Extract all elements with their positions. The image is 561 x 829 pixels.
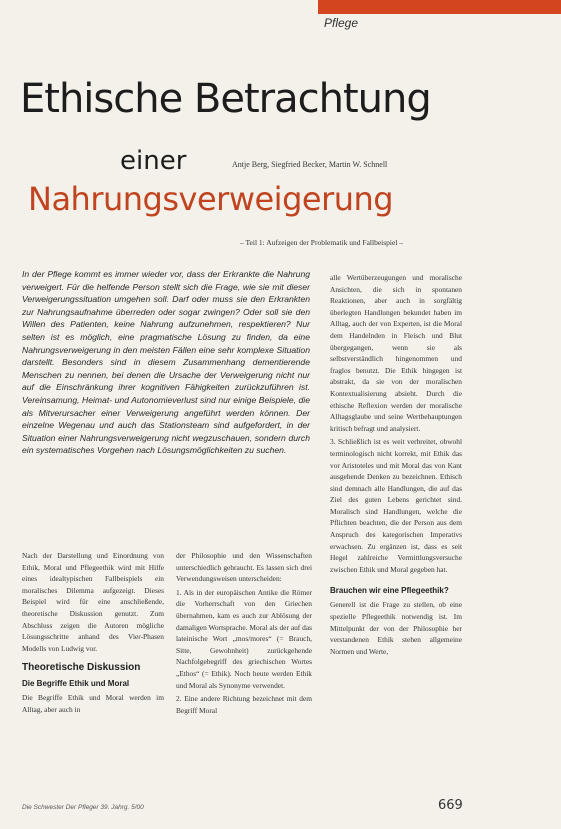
col3-paragraph-3: Generell ist die Frage zu stellen, ob eine spezielle Pflegeethik notwendig ist. Im Mittelpunkt der von der Philosophie her verstandenen Ethik stehen allgemeine Normen und Werte,	[330, 600, 462, 656]
col1-heading-ethics-moral: Die Begriffe Ethik und Moral	[22, 679, 130, 689]
col1-heading-theory: Theoretische Diskussion	[22, 662, 141, 674]
col3-paragraph-1: alle Wertüberzeugungen und moralische Ansichten, die sich in spontanen Reaktionen, aber auch in sorgfältig überlegten Handlungen bekundet haben im Alltag, auch der von Experten, ist die Moral dem Handelnden in Fleisch und Blut übergegangen, wenn sie als selbstverständlich hingenommen und fraglos benutzt. Die Ethik hingegen ist abstrakt, da sie von der moralischen Kontextualisierung absieht. Durch die ethische Reflexion werden der moralische Alltagsglaube und seine Wertbehauptungen kritisch befragt und analysiert.	[330, 273, 462, 433]
section-label: Pflege	[324, 16, 359, 30]
col1-paragraph-1: Nach der Darstellung und Einordnung von Ethik, Moral und Pflegeethik wird mit Hilfe eines idealtypischen Fallbeispiels ein moralisches Dilemma aufgezeigt. Dieses Beispiel wird für eine anschließende, theoretische Diskussion genutzt. Zum Abschluss zeigen die Autoren mögliche Lösungsschritte anhand des Vier-Phasen Modells von Ludwig vor.	[22, 551, 164, 653]
body-column-1	[22, 550, 164, 718]
section-color-bar	[318, 0, 561, 14]
title-line-3: Nahrungsverweigerung	[28, 180, 394, 218]
article-authors: Antje Berg, Siegfried Becker, Martin W. Schnell	[232, 160, 388, 169]
col1-paragraph-2: Die Begriffe Ethik und Moral werden im Alltag, aber auch in	[22, 693, 164, 714]
title-line-1: Ethische Betrachtung	[20, 76, 431, 122]
lead-paragraph: In der Pflege kommt es immer wieder vor, dass der Erkrankte die Nahrung verweigert. Für die helfende Person stellt sich die Frage, wie sie mit dieser Verweigerungssituation umgehen soll. Darf oder muss sie den Erkrankten zur Nahrungsaufnahme überreden oder sogar zwingen? Oder soll sie den Willen des Patienten, keine Nahrung aufzunehmen, respektieren? Nur selten ist es möglich, eine pragmatische Lösung zu finden, da eine Nahrungsverweigerung in den meisten Fällen eine sehr komplexe Situation darstellt. Besonders sind in diesem Zusammenhang dementierende Menschen zu nennen, bei denen die Ursache der Verweigerung nicht nur auf die Einschränkung ihrer kognitiven Fähigkeiten zurückzuführen ist. Vereinsamung, Heimat- und Autonomieverlust sind nur einige Beispiele, die als Mitverursacher einer Verweigerung angeführt werden können. Der einzelne Wegenau und auch das Stationsteam sind aufgefordert, in der Situation einer Nahrungsverweigerung nicht wegzuschauen, sondern durch ein systematisches Vorgehen nach Lösungsmöglichkeiten zu suchen.	[22, 269, 310, 456]
col3-heading-nursing-ethics: Brauchen wir eine Pflegeethik?	[330, 586, 449, 596]
article-subtitle: – Teil 1: Aufzeigen der Problematik und Fallbeispiel –	[240, 238, 404, 247]
body-column-2	[176, 550, 312, 718]
col2-paragraph-1: der Philosophie und den Wissenschaften unterschiedlich gebraucht. Es lassen sich drei Verwendungsweisen unterscheiden:	[176, 551, 312, 584]
col2-paragraph-2: 1. Als in der europäischen Antike die Römer die Vorherrschaft von den Griechen übernahmen, kam es auch zur Ablösung der damaligen Wortsprache. Moral als der auf das lateinische Wort „mos/mores“ (= Brauch, Sitte, Gewohnheit) zurückgehende Nachfolgebegriff des griechischen Wortes „Ethos“ (= Ethik). Noch heute werden Ethik und Moral als Synonyme verwendet.	[176, 587, 312, 690]
col3-paragraph-2: 3. Schließlich ist es weit verbreitet, obwohl terminologisch nicht korrekt, mit Ethik das vor Aristoteles und mit Moral das von Kant ausgehende Denken zu bezeichnen. Ethisch sind demnach alle Handlungen, die auf das Ziel des guten Lebens gerichtet sind. Moralisch sind Handlungen, welche die Pflichten beachten, die der Person aus dem Anspruch des kategorischen Imperativs erwachsen. Zu ergänzen ist, dass es seit Hegel zahlreiche Vermittlungsversuche zwischen Ethik und Moral gegeben hat.	[330, 437, 462, 574]
page-number: 669	[438, 798, 463, 813]
body-column-3	[330, 272, 462, 659]
journal-footer: Die Schwester Der Pfleger 39. Jahrg. 5/00	[22, 804, 144, 811]
title-line-2: einer	[120, 146, 187, 176]
col2-paragraph-3: 2. Eine andere Richtung bezeichnet mit dem Begriff Moral	[176, 694, 312, 715]
